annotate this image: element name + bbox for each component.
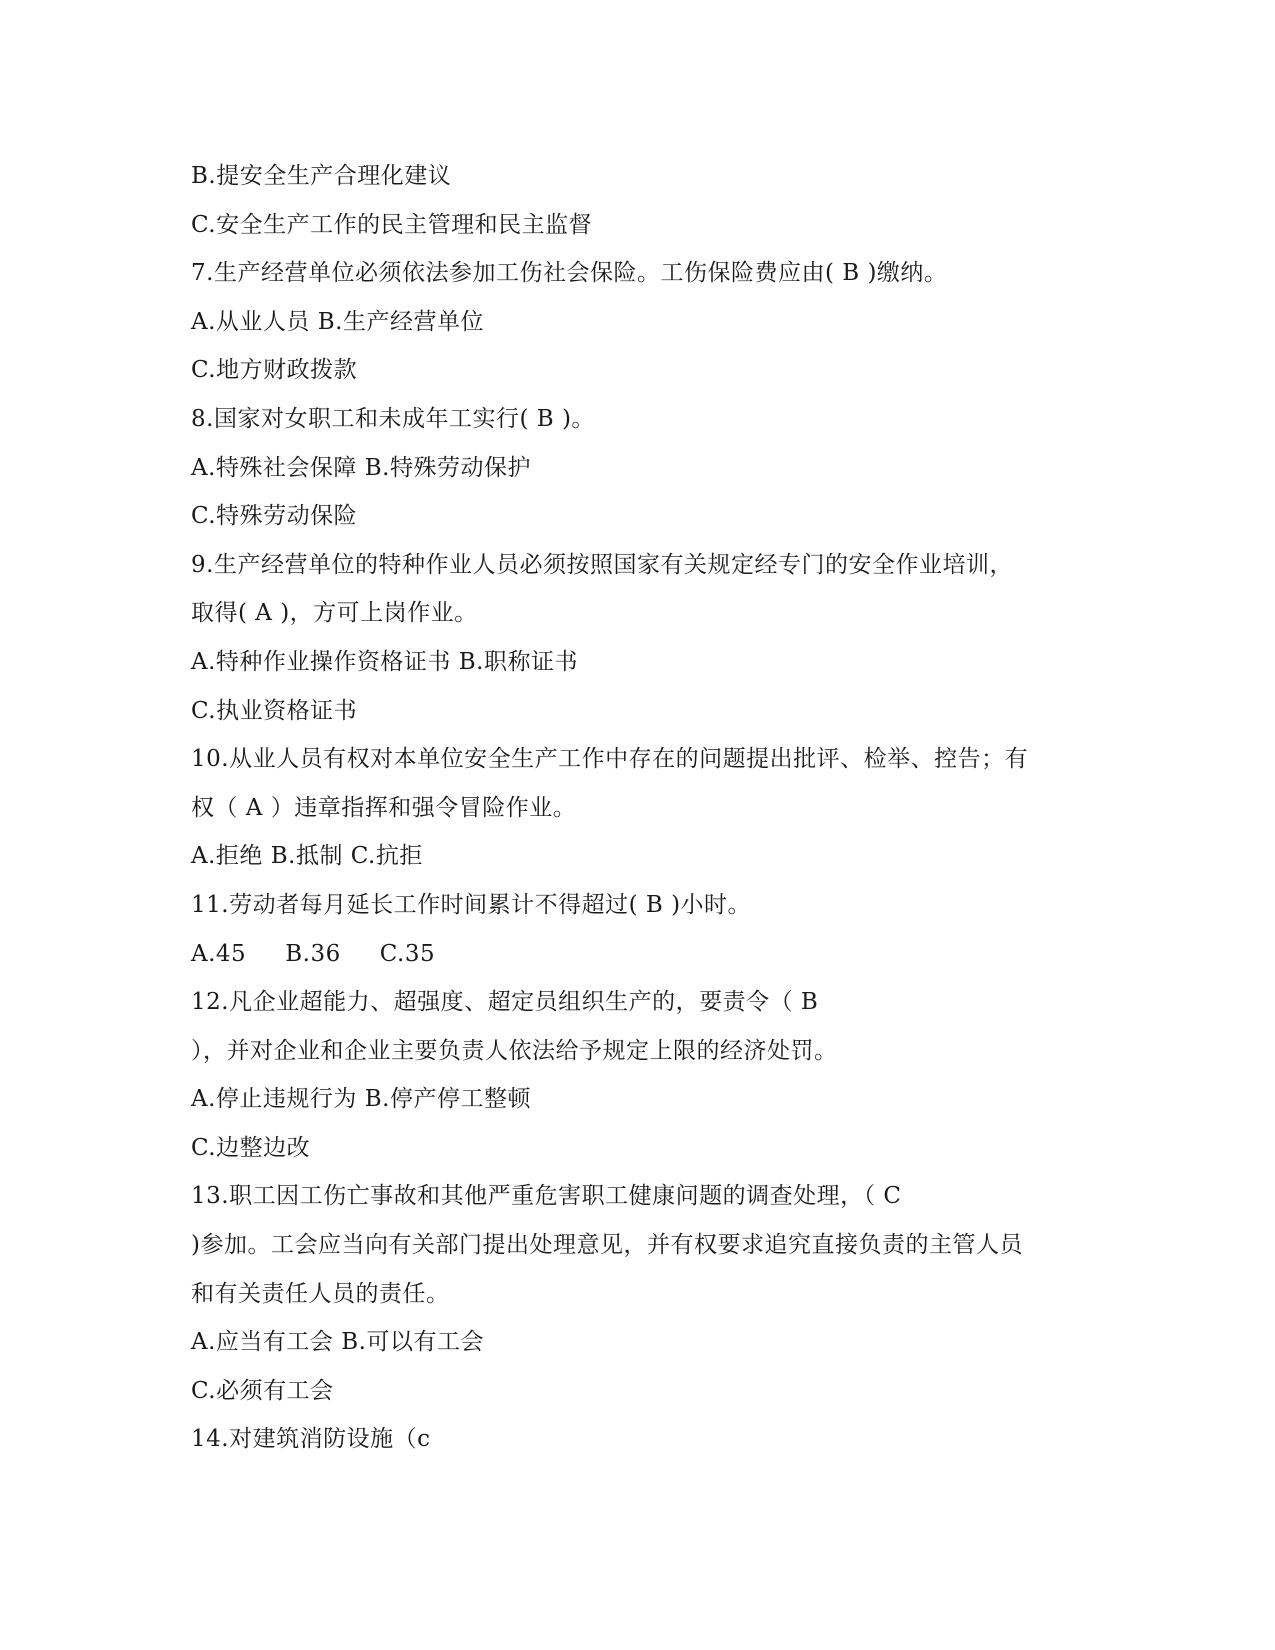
text-line: A.从业人员 B.生产经营单位	[191, 308, 484, 335]
text-line: A.应当有工会 B.可以有工会	[191, 1329, 484, 1356]
text-line: 12.凡企业超能力、超强度、超定员组织生产的，要责令（ B	[191, 989, 819, 1016]
text-line: A.45 B.36 C.35	[191, 940, 436, 967]
text-line: 8.国家对女职工和未成年工实行( B )。	[191, 405, 595, 432]
text-line: B.提安全生产合理化建议	[191, 163, 452, 189]
text-line: C.必须有工会	[191, 1377, 334, 1404]
text-line: C.安全生产工作的民主管理和民主监督	[191, 211, 593, 238]
text-line: C.执业资格证书	[191, 697, 358, 724]
text-line: )参加。工会应当向有关部门提出处理意见，并有权要求追究直接负责的主管人员	[191, 1232, 1023, 1259]
text-line: 取得( A )，方可上岗作业。	[191, 600, 478, 627]
text-line: C.边整边改	[191, 1134, 311, 1161]
text-line: 10.从业人员有权对本单位安全生产工作中存在的问题提出批评、检举、控告；有	[191, 746, 1029, 773]
text-line: C.特殊劳动保险	[191, 503, 358, 530]
text-line: 14.对建筑消防设施（c	[191, 1426, 431, 1453]
text-line: A.停止违规行为 B.停产停工整顿	[191, 1086, 531, 1113]
text-line: 7.生产经营单位必须依法参加工伤社会保险。工伤保险费应由( B )缴纳。	[191, 260, 948, 287]
text-line: 权（ A ）违章指挥和强令冒险作业。	[191, 794, 577, 821]
text-line: 13.职工因工伤亡事故和其他严重危害职工健康问题的调查处理，（ C	[191, 1183, 902, 1210]
text-line: 11.劳动者每月延长工作时间累计不得超过( B )小时。	[191, 891, 752, 918]
text-line: A.特殊社会保障 B.特殊劳动保护	[191, 454, 531, 481]
text-line: C.地方财政拨款	[191, 357, 358, 384]
text-line: 9.生产经营单位的特种作业人员必须按照国家有关规定经专门的安全作业培训，	[191, 551, 1013, 578]
document-body	[191, 152, 1091, 1464]
text-line: 和有关责任人员的责任。	[191, 1280, 450, 1307]
text-line: ），并对企业和企业主要负责人依法给予规定上限的经济处罚。	[191, 1037, 838, 1064]
text-line: A.拒绝 B.抵制 C.抗拒	[191, 843, 423, 870]
text-line: A.特种作业操作资格证书 B.职称证书	[191, 648, 578, 675]
